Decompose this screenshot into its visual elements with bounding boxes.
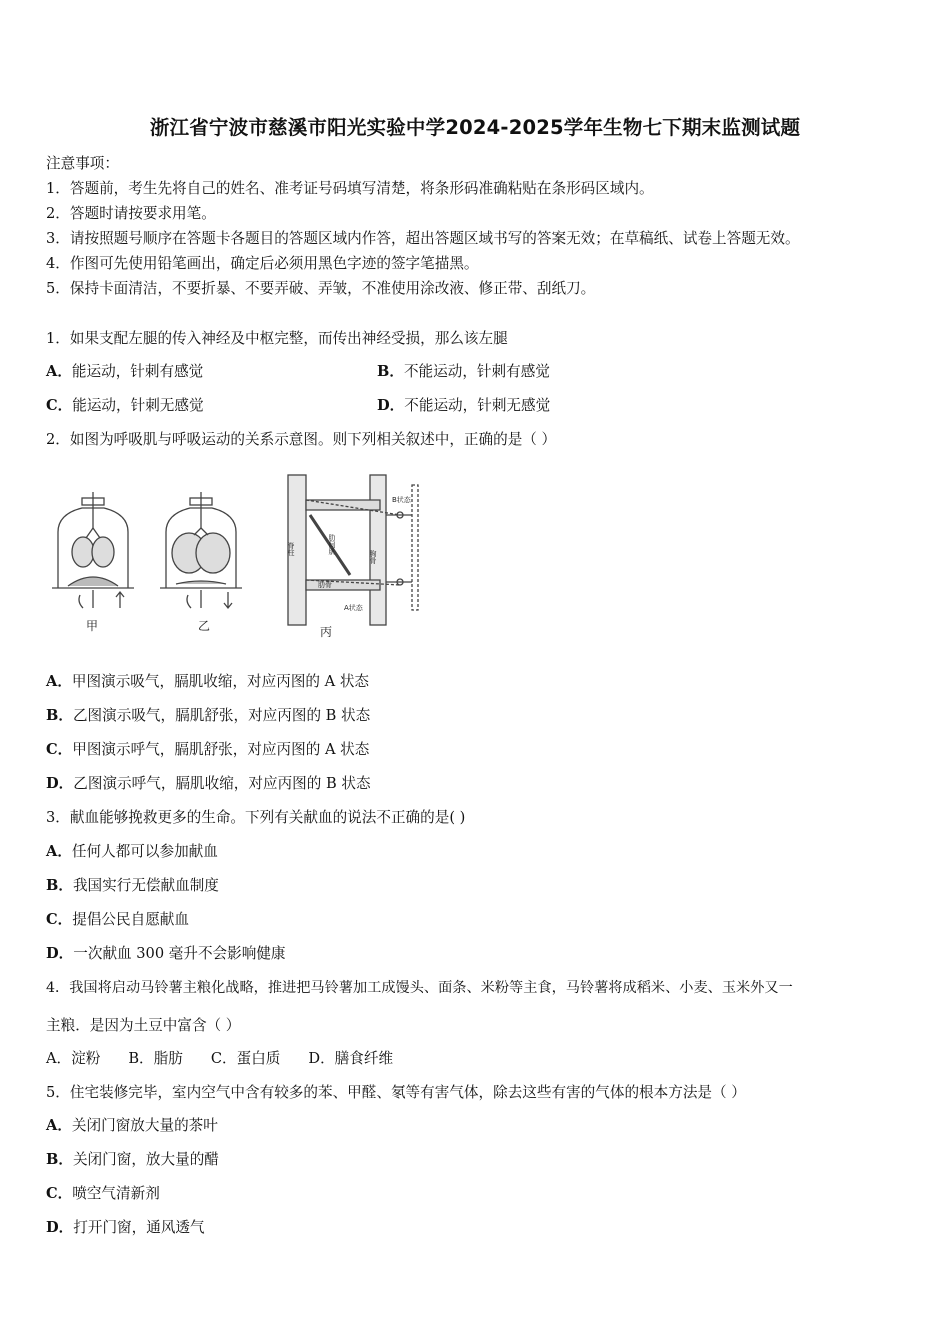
label-jia: 甲 <box>86 619 99 633</box>
label-yi: 乙 <box>198 619 211 633</box>
q3-stem: 3．献血能够挽救更多的生命。下列有关献血的说法不正确的是( ) <box>46 809 466 826</box>
option-letter: C． <box>46 741 73 758</box>
q4-option-d: D．膳食纤维 <box>308 1050 394 1067</box>
notice-item-2: 2．答题时请按要求用笔。 <box>46 205 216 222</box>
option-letter: A． <box>46 363 72 380</box>
option-text: 甲图演示吸气，膈肌收缩，对应丙图的 A 状态 <box>71 673 370 690</box>
option-letter: B． <box>46 1151 73 1168</box>
q2-option-b <box>46 704 370 725</box>
label-rib-muscle: 肋间肌 <box>328 534 336 555</box>
q4-option-c: C．蛋白质 <box>210 1050 281 1067</box>
q2-option-a <box>46 670 369 691</box>
notice-heading: 注意事项： <box>46 155 119 172</box>
q5-stem: 5．住宅装修完毕，室内空气中含有较多的苯、甲醛、氡等有害气体，除去这些有害的气体的根本方法是（ ） <box>46 1084 746 1101</box>
label-spine: 脊柱 <box>287 542 295 556</box>
option-text: 关闭门窗放大量的茶叶 <box>71 1117 218 1134</box>
bell-jar-yi <box>160 492 242 608</box>
respiration-diagram <box>50 470 420 645</box>
option-text: 乙图演示呼气，膈肌收缩，对应丙图的 B 状态 <box>73 775 371 792</box>
q1-option-a <box>46 360 203 381</box>
option-letter: D． <box>46 1219 74 1236</box>
q4-options <box>46 1047 393 1068</box>
q2-option-c <box>46 738 369 759</box>
option-letter: A． <box>46 843 72 860</box>
option-text: 甲图演示呼气，膈肌舒张，对应丙图的 A 状态 <box>72 741 370 758</box>
label-sternum: 胸骨 <box>369 550 377 564</box>
q1-stem: 1．如果支配左腿的传入神经及中枢完整，而传出神经受损，那么该左腿 <box>46 330 508 347</box>
option-letter: C． <box>46 397 73 414</box>
q2-stem: 2．如图为呼吸肌与呼吸运动的关系示意图。则下列相关叙述中，正确的是（ ） <box>46 431 557 448</box>
page-title: 浙江省宁波市慈溪市阳光实验中学2024-2025学年生物七下期末监测试题 <box>149 116 801 139</box>
option-text: 乙图演示吸气，膈肌舒张，对应丙图的 B 状态 <box>72 707 371 724</box>
q3-option-d <box>46 942 286 963</box>
respiration-figure <box>50 470 420 649</box>
option-letter: A． <box>46 673 72 690</box>
option-text: 提倡公民自愿献血 <box>72 911 189 928</box>
q4-stem-line2: 主粮．是因为土豆中富含（ ） <box>46 1017 241 1034</box>
notice-item-3: 3．请按照题号顺序在答题卡各题目的答题区域内作答，超出答题区域书写的答案无效；在草稿纸、试卷上答题无效。 <box>46 230 800 247</box>
option-letter: C． <box>46 911 73 928</box>
option-letter: D． <box>46 945 74 962</box>
q2-option-d <box>46 772 371 793</box>
q1-option-c <box>46 394 204 415</box>
option-text: 喷空气清新剂 <box>72 1185 160 1202</box>
notice-item-1: 1．答题前，考生先将自己的姓名、准考证号码填写清楚，将条形码准确粘贴在条形码区域内。 <box>46 180 654 197</box>
option-text: 不能运动，针刺无感觉 <box>404 397 551 414</box>
q4-stem-line1: 4．我国将启动马铃薯主粮化战略，推进把马铃薯加工成馒头、面条、米粉等主食，马铃薯将成稻米、小麦、玉米外又一 <box>46 980 793 996</box>
q5-option-b <box>46 1148 219 1169</box>
bell-jar-jia <box>52 492 134 608</box>
option-letter: B． <box>46 877 73 894</box>
option-text: 我国实行无偿献血制度 <box>72 877 219 894</box>
q5-option-d <box>46 1216 205 1237</box>
label-bing: 丙 <box>320 625 333 639</box>
option-text: 一次献血 300 毫升不会影响健康 <box>73 945 286 962</box>
option-text: 任何人都可以参加献血 <box>71 843 218 860</box>
q4-option-b: B．脂肪 <box>128 1050 183 1067</box>
option-letter: D． <box>377 397 405 414</box>
q3-option-b <box>46 874 219 895</box>
option-letter: B． <box>377 363 404 380</box>
q5-option-a <box>46 1114 218 1135</box>
q1-option-d <box>377 394 550 415</box>
notice-item-4: 4．作图可先使用铅笔画出，确定后必须用黑色字迹的签字笔描黑。 <box>46 255 479 272</box>
q5-option-c <box>46 1182 160 1203</box>
option-text: 能运动，针刺有感觉 <box>71 363 204 380</box>
option-letter: A． <box>46 1117 72 1134</box>
label-a-state: A状态 <box>344 604 363 612</box>
label-b-state: B状态 <box>392 496 411 504</box>
option-letter: B． <box>46 707 73 724</box>
option-letter: C． <box>46 1185 73 1202</box>
q1-option-b <box>377 360 550 381</box>
option-text: 能运动，针刺无感觉 <box>72 397 204 414</box>
option-text: 打开门窗，通风透气 <box>73 1219 205 1236</box>
q3-option-c <box>46 908 189 929</box>
option-text: 关闭门窗，放大量的醋 <box>72 1151 219 1168</box>
notice-item-5: 5．保持卡面清洁，不要折暴、不要弄破、弄皱，不准使用涂改液、修正带、刮纸刀。 <box>46 280 596 297</box>
q4-option-a: A．淀粉 <box>46 1050 101 1067</box>
label-rib: 肋骨 <box>318 581 332 589</box>
option-text: 不能运动，针刺有感觉 <box>403 363 550 380</box>
q3-option-a <box>46 840 218 861</box>
option-letter: D． <box>46 775 74 792</box>
